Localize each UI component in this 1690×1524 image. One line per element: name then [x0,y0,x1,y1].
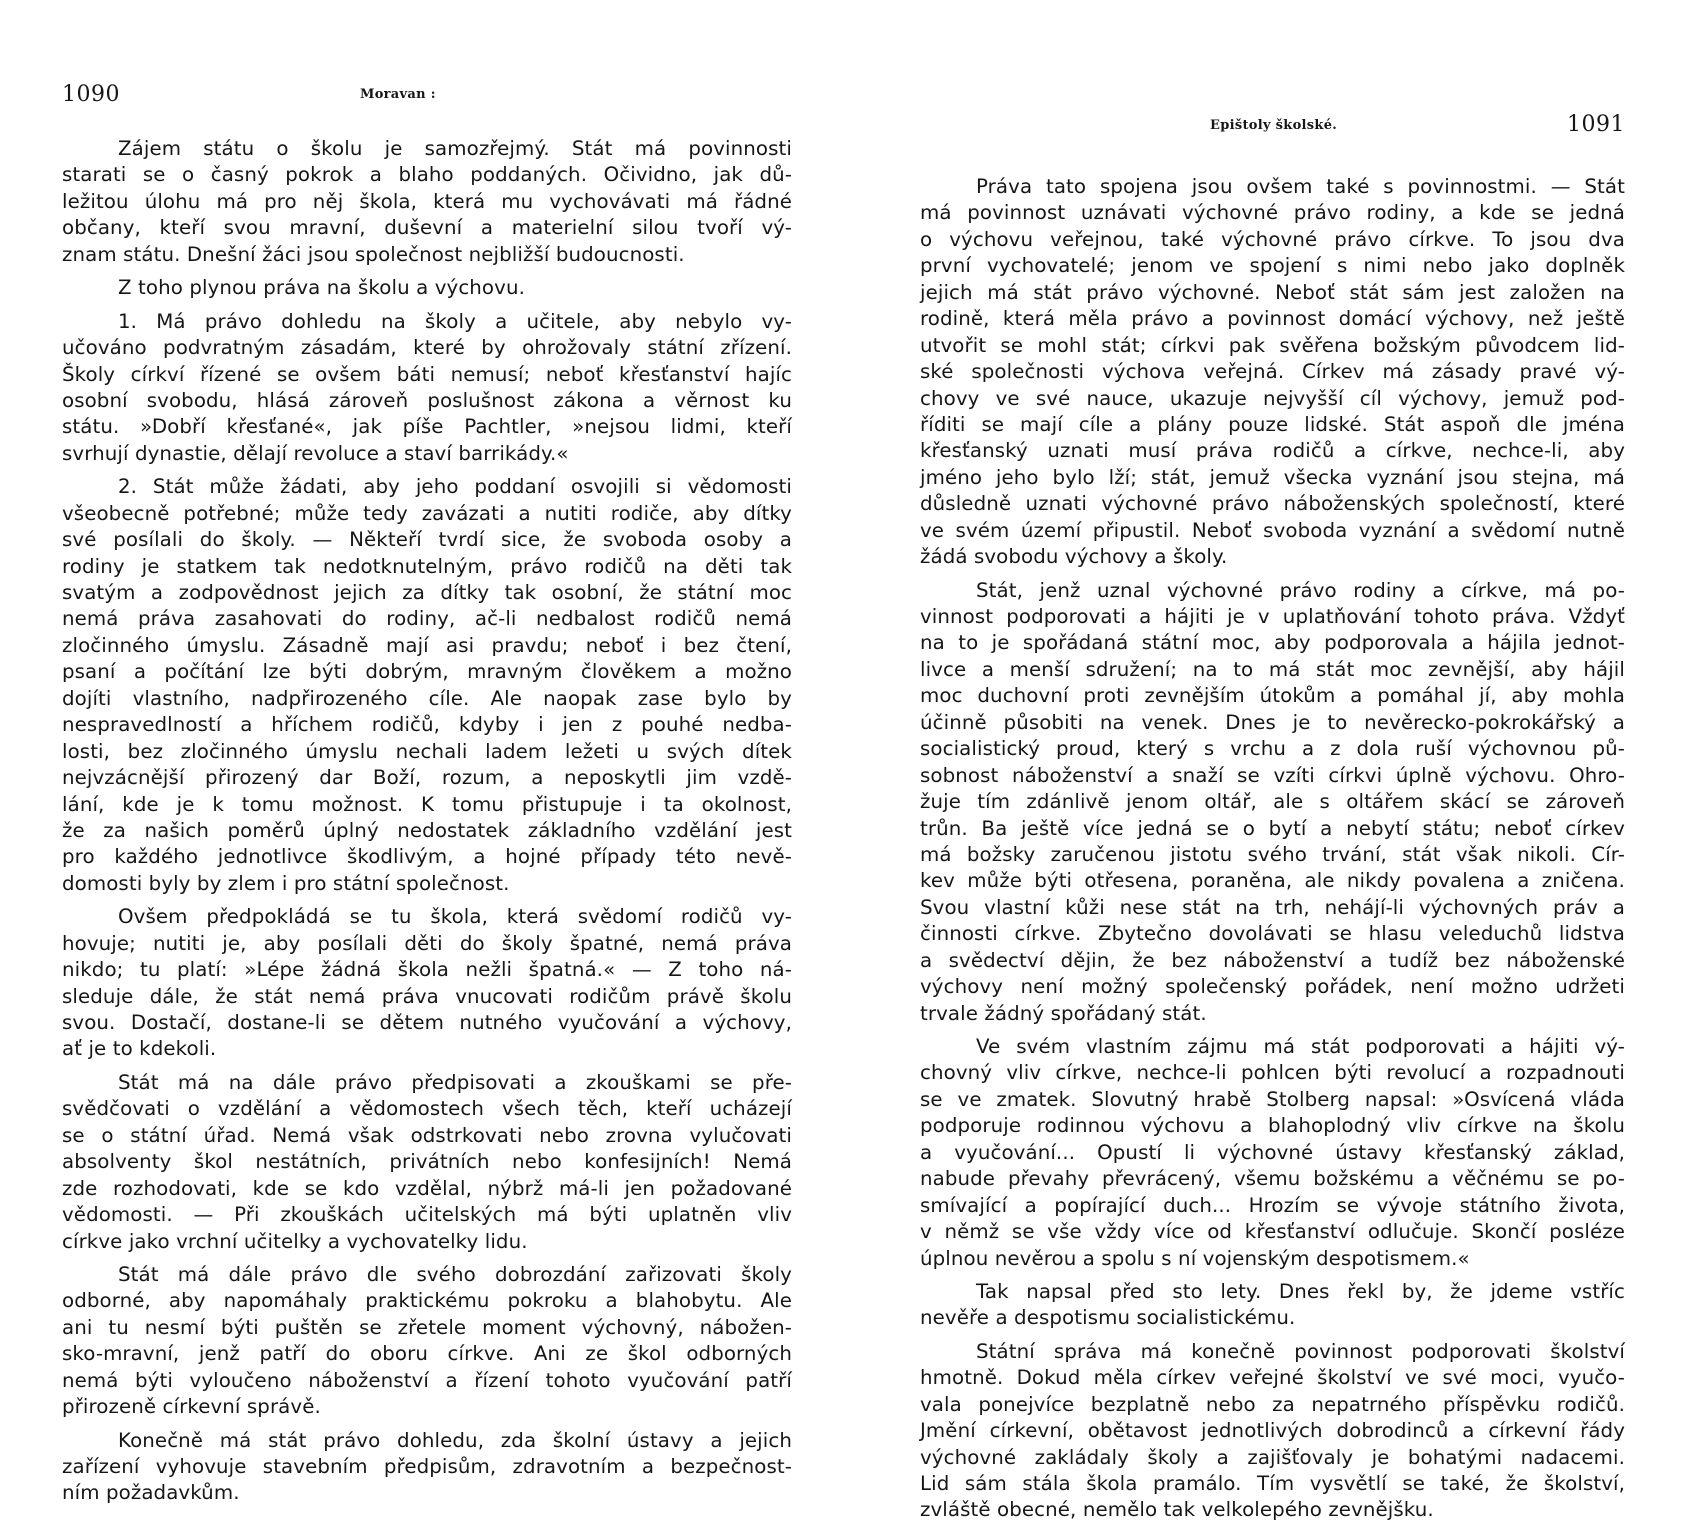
text-line: Svou vlastní kůži nese stát na trh, nehájí-li výchovných práv a [920,895,1625,919]
text-line: jméno jeho bylo lží; stát, jemuž všecka vyznání jsou stejna, má [920,465,1625,489]
running-head: Epištoly školské. [1210,118,1338,133]
text-line: o výchovu veřejnou, také výchovné právo církve. To jsou dva [920,227,1625,251]
text-line: na to je spořádaná státní moc, aby podporovala a hájila jednot- [920,631,1625,655]
text-line: Stát, jenž uznal výchovné právo rodiny a církve, má po- [976,578,1625,602]
paragraph-gap [62,467,792,474]
text-line: se ve zmatek. Slovutný hrabě Stolberg napsal: »Osvícená vláda [920,1087,1625,1111]
text-line: Ve svém vlastním zájmu má stát podporovati a hájiti vý- [976,1035,1625,1058]
text-line: svatým a zodpovědnost jejich za dítky tak osobní, že státní moc [62,581,792,604]
paragraph-gap [62,897,792,904]
text-line: má božsky zaručenou jistotu svého trvání, stát však nikoli. Cír- [920,842,1625,866]
text-line: státu. »Dobří křesťané«, jak píše Pachtler, »nejsou lidmi, kteří [62,415,792,439]
text-line: zařízení vyhovuje stavebním předpisům, zdravotním a bezpečnost- [62,1455,792,1478]
left-page-text [62,136,792,1507]
text-line: úplnou nevěrou a spolu s ní vojenským despotismem.« [920,1246,1470,1270]
text-line: zde rozhodovati, kde se kdo vzdělal, nýbrž má-li jen požadované [62,1176,792,1200]
text-line: kev může býti otřesena, poraněna, ale nikdy povalena a zničena. [920,869,1625,893]
text-line: socialistický proud, který s vrchu a z dola ruší výchovnou pů- [920,737,1625,761]
text-line: hovuje; nutiti je, aby posílali děti do školy špatné, nemá práva [62,931,792,955]
paragraph-gap [62,1063,792,1070]
text-line: ležitou úlohu má pro něj škola, která mu vychovávati má řádné [62,189,792,213]
text-line: Zájem státu o školu je samozřejmý. Stát má povinnosti [118,137,792,160]
text-line: nespravedlností a hříchem rodičů, kdyby i jen z pouhé nedba- [62,713,792,737]
text-line: nabude převahy převrácený, všemu božskému a věčnému se po- [920,1167,1625,1191]
right-page-text [920,174,1625,1524]
text-line: přirozeně církevní správě. [62,1395,321,1419]
text-line: nikdo; tu platí: »Lépe žádná škola nežli špatná.« — Z toho ná- [62,958,792,982]
text-line: činnosti církve. Zbytečno dovolávati se hlasu veleduchů lidstva [920,922,1625,946]
text-line: vědomosti. — Při zkouškách učitelských má býti uplatněn vliv [62,1203,792,1227]
paragraph-gap [920,1027,1625,1034]
text-line: výchovy není možný společenský pořádek, není možno udržeti [920,975,1625,999]
text-line: utvořit se mohl stát; církvi pak svěřena božským původcem lid- [920,333,1625,357]
text-line: psaní a počítání lze býti dobrým, mravným člověkem a možno [62,660,792,684]
text-line: žádá svobodu výchovy a školy. [920,545,1228,569]
text-line: sko-mravní, jenž patří do oboru církve. Ani ze škol odborných [62,1342,792,1366]
text-line: lání, kde je k tomu možnost. K tomu přistupuje i ta okolnost, [62,792,792,816]
text-line: absolventy škol nestátních, privátních nebo konfesijních! Nemá [62,1150,792,1174]
text-line: Ovšem předpokládá se tu škola, která svědomí rodičů vy- [118,905,792,929]
text-line: výchovné zakládaly školy a zajišťovaly je bohatými nadacemi. [920,1445,1625,1469]
text-line: křesťanský uznati musí práva rodičů a církve, nechce-li, aby [920,439,1625,463]
text-line: nemá práva zasahovati do rodiny, ač-li nedbalost rodičů nemá [62,607,792,631]
text-line: říditi se mají cíle a plány pouze lidské. Stát aspoň dle jména [920,412,1625,436]
text-line: starati se o časný pokrok a blaho poddaných. Očividno, jak dů- [62,163,792,187]
text-line: Školy církví řízené se ovšem báti nemusí; neboť křesťanství hajíc [62,362,792,386]
text-line: domosti byly by zlem i pro státní společnost. [62,871,510,895]
text-line: Konečně má stát právo dohledu, zda školní ústavy a jejich [118,1428,792,1452]
paragraph-gap [62,1255,792,1262]
text-line: trvale žádný spořádaný stát. [920,1001,1207,1025]
text-line: že za našich poměrů úplný nedostatek základního vzdělání jest [62,818,792,842]
text-line: Stát má dále právo dle svého dobrozdání zařizovati školy [118,1262,792,1286]
text-line: osobní svobodu, hlásá zároveň poslušnost zákona a věrnost ku [62,388,792,412]
text-line: losti, bez zločinného úmyslu nechali ladem ležeti u svých dítek [62,739,792,763]
text-line: 1. Má právo dohledu na školy a učitele, aby nebylo vy- [118,309,792,333]
text-line: sobnost náboženství a snaží se vzíti církvi úplně výchovu. Ohro- [920,763,1625,787]
text-line: dojíti vlastního, nadpřirozeného cíle. Ale naopak zase bylo by [62,686,792,710]
page-number: 1090 [62,82,120,107]
text-line: chovy ve své nauce, ukazuje nejvyšší cíl výchovy, jemuž pod- [920,386,1625,410]
text-line: ani tu nesmí býti puštěn se zřetele moment výchovný, nábožen- [62,1315,792,1339]
text-line: má povinnost uznávati výchovné právo rodiny, a kde se jedná [920,201,1625,225]
text-line: nevěře a despotismu socialistickému. [920,1306,1296,1330]
text-line: rodiny je statkem tak nedotknutelným, právo rodičů na děti tak [62,554,792,578]
text-line: odborné, aby napomáhaly praktickému pokroku a blahobytu. Ale [62,1289,792,1313]
running-head: Moravan : [360,87,436,102]
text-line: Státní správa má konečně povinnost podporovati školství [976,1339,1625,1363]
text-line: se o státní úřad. Nemá však odstrkovati nebo zrovna vylučovati [62,1123,792,1147]
text-line: ať je to kdekoli. [62,1037,217,1061]
text-line: Z toho plynou práva na školu a výchovu. [118,276,525,300]
page-number: 1091 [1567,112,1625,137]
text-line: všeobecně potřebné; může tedy zavázati a nutiti rodiče, aby dítky [62,501,792,525]
text-line: ním požadavkům. [62,1481,240,1505]
paragraph-gap [62,302,792,309]
text-line: vinnost podporovati a hájiti je v uplatňování tohoto práva. Vždyť [920,605,1625,628]
text-line: církve jako vrchní učitelky a vychovatelky lidu. [62,1229,528,1253]
text-line: v němž se vše vždy více od křesťanství odlučuje. Skončí posléze [920,1220,1625,1244]
text-line: své posílali do školy. — Někteří tvrdí sice, že svoboda osoby a [62,528,792,552]
text-line: zločinného úmyslu. Zásadně mají asi pravdu; neboť i bez čtení, [62,633,792,657]
text-line: chovný vliv církve, nechce-li pohlcen býti revolucí a rozpadnouti [920,1061,1625,1085]
text-line: trůn. Ba ještě více jedná se o bytí a nebytí státu; neboť církev [920,816,1625,840]
text-line: jejich má stát právo výchovné. Neboť stát sám jest založen na [920,280,1625,304]
text-line: smívající a popírající duch... Hrozím se vývoje státního života, [920,1193,1625,1217]
text-line: moc duchovní proti zevnějším útokům a pomáhal jí, aby mohla [920,684,1625,708]
paragraph-gap [920,1332,1625,1339]
text-line: vala ponejvíce bezplatně nebo za nepatrného příspěvku rodičů. [920,1392,1625,1416]
text-line: Stát má na dále právo předpisovati a zkouškami se pře- [118,1070,792,1094]
text-line: důsledně uznati výchovné právo náboženských společností, které [920,492,1625,516]
text-line: ské společnosti výchova veřejná. Církev má zásady pravé vý- [920,360,1625,384]
text-line: nejvzácnější přirozený dar Boží, rozum, a neposkytli jim vzdě- [62,766,792,790]
text-line: rodině, která měla právo a povinnost domácí výchovy, než ještě [920,307,1625,331]
text-line: žuje tím zdánlivě jenom oltář, ale s oltářem skácí se zároveň [920,790,1625,814]
text-line: a vyučování... Opustí li výchovné ústavy křesťanský základ, [920,1140,1625,1164]
text-line: nemá býti vyloučeno náboženství a řízení tohoto vyučování patří [62,1368,792,1392]
paragraph-gap [920,571,1625,578]
text-line: první vychovatelé; jenom ve spojení s nimi nebo jako doplněk [920,254,1625,278]
text-line: občany, kteří svou mravní, duševní a materielní silou tvoří vý- [62,216,792,240]
text-line: sleduje dále, že stát nemá práva vnucovati rodičům právě školu [62,984,792,1008]
text-line: pro každého jednotlivce škodlivým, a hojné případy této nevě- [62,845,792,869]
text-line: podporuje rodinnou výchovu a blahoplodný vliv církve na školu [920,1114,1625,1138]
text-line: svědčovati o vzdělání a vědomostech všech těch, kteří ucházejí [62,1097,792,1121]
text-line: svou. Dostačí, dostane-li se dětem nutného vyučování a výchovy, [62,1011,792,1034]
text-line: 2. Stát může žádati, aby jeho poddaní osvojili si vědomosti [118,475,792,499]
paragraph-gap [62,1421,792,1428]
text-line: ve svém území připustil. Neboť svoboda vyznání a svědomí nutně [920,518,1625,542]
text-line: účinně působiti na venek. Dnes je to nevěrecko-pokrokářský a [920,710,1625,734]
text-line: Jmění církevní, obětavost jednotlivých dobrodinců a církevní řády [920,1419,1625,1443]
text-line: Lid sám stála škola pramálo. Tím vysvětlí se také, že školství, [920,1472,1625,1495]
text-line: hmotně. Dokud měla církev veřejné školství ve své moci, vyučo- [920,1366,1625,1390]
text-line: Práva tato spojena jsou ovšem také s povinnostmi. — Stát [976,175,1625,198]
text-line: zvláště obecné, nemělo tak velkolepého zevnějšku. [920,1498,1434,1522]
text-line: učováno podvratným zásadám, které by ohrožovaly státní zřízení. [62,336,792,360]
paragraph-gap [920,1272,1625,1279]
text-line: a svědectví dějin, že bez náboženství a tudíž bez náboženské [920,948,1625,972]
text-line: Tak napsal před sto lety. Dnes řekl by, že jdeme vstříc [976,1279,1625,1303]
paragraph-gap [62,268,792,275]
text-line: znam státu. Dnešní žáci jsou společnost nejbližší budoucnosti. [62,242,685,266]
text-line: livce a menší sdružení; na to má stát moc zevnější, aby hájil [920,657,1625,681]
text-line: svrhují dynastie, dělají revoluce a staví barrikády.« [62,441,569,465]
